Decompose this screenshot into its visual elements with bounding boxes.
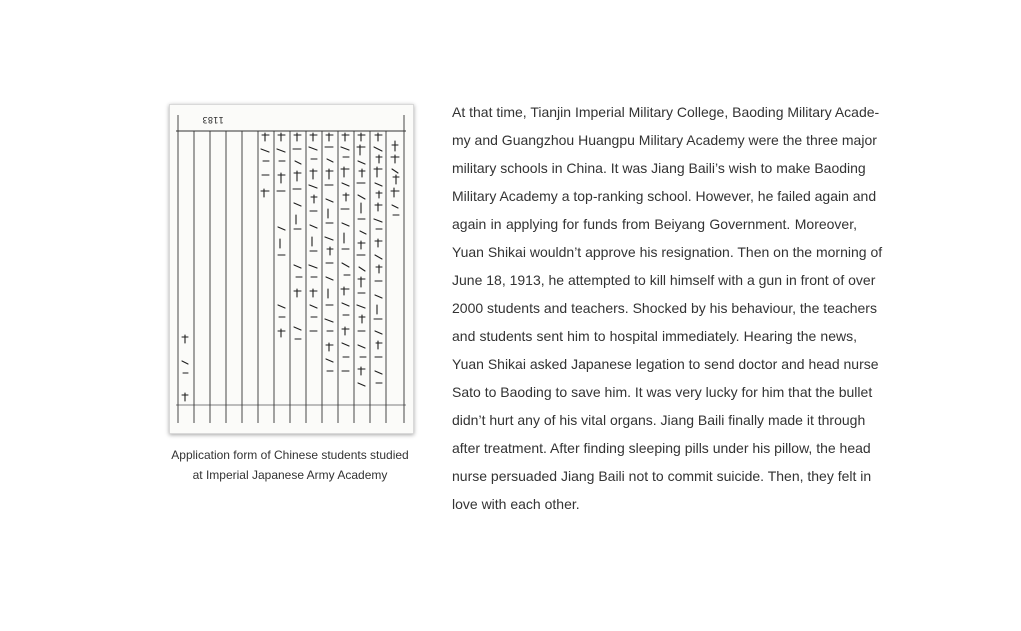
article-line: didn’t hurt any of his vital organs. Jiang Baili finally made it through [452,412,866,428]
svg-text:1183: 1183 [202,114,224,124]
handwritten-document-scan [170,105,413,433]
article-line: June 18, 1913, he attempted to kill himself with a gun in front of over [452,272,876,288]
article-line: nurse persuaded Jiang Baili not to commit suicide. Then, they felt in [452,468,872,484]
article-line: military schools in China. It was Jiang Baili’s wish to make Baoding [452,160,866,176]
article-body [452,98,883,518]
article-line: 2000 students and teachers. Shocked by his behaviour, the teachers [452,300,877,316]
article-line: Military Academy a top-ranking school. However, he failed again and [452,188,877,204]
figure-caption [160,445,420,485]
article-line: love with each other. [452,496,580,512]
article-line: again in applying for funds from Beiyang Government. Moreover, [452,216,857,232]
article-line: after treatment. After finding sleeping pills under his pillow, the head [452,440,871,456]
article-line: Sato to Baoding to save him. It was very lucky for him that the bullet [452,384,873,400]
article-line: Yuan Shikai wouldn’t approve his resignation. Then on the morning of [452,244,883,260]
application-form-image [169,104,414,434]
article-line: and students sent him to hospital immediately. Hearing the news, [452,328,857,344]
figure-caption-line: at Imperial Japanese Army Academy [192,468,388,482]
article-line: At that time, Tianjin Imperial Military College, Baoding Military Acade- [452,104,880,120]
figure-caption-line: Application form of Chinese students studied [171,448,409,462]
article-line: my and Guangzhou Huangpu Military Academy were the three major [452,132,877,148]
article-line: Yuan Shikai asked Japanese legation to send doctor and head nurse [452,356,879,372]
